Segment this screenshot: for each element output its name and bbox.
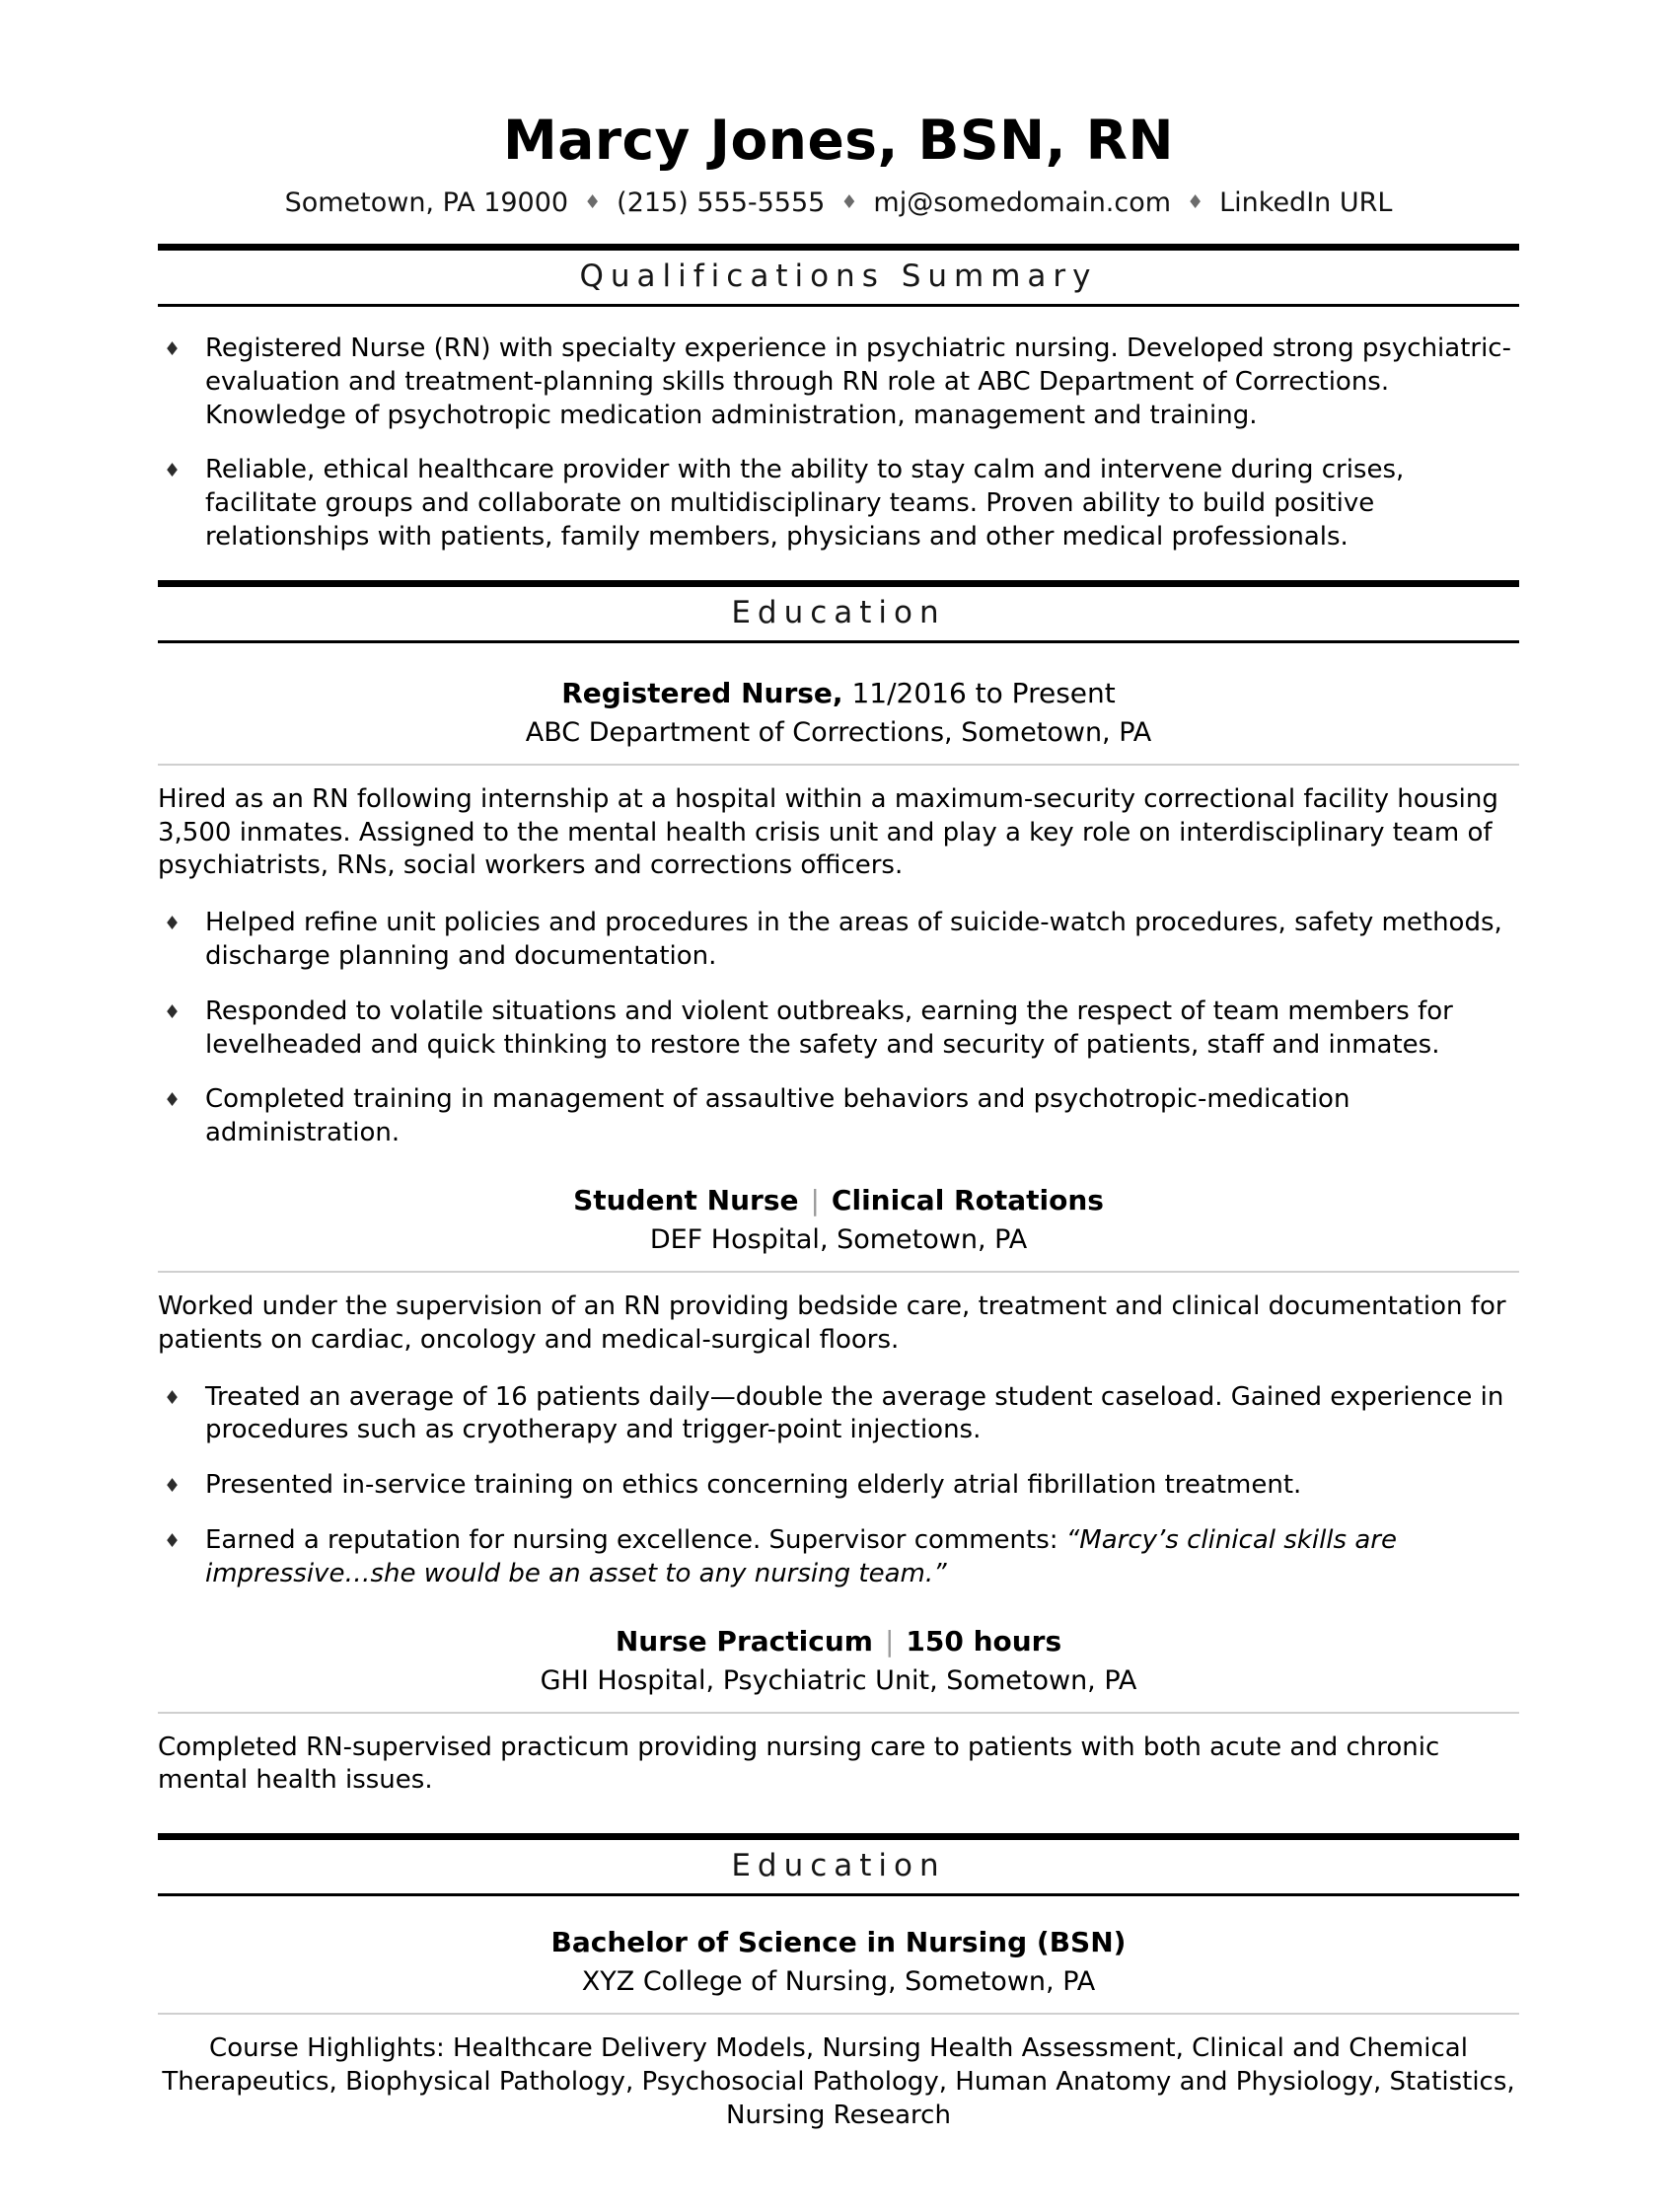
- bullet-text: Treated an average of 16 patients daily—double the average student caseload. Gained experience in procedures such as cryotherapy and trigger-point injections.: [205, 1381, 1504, 1445]
- job-title: [158, 1625, 1519, 1658]
- bullet-text: [205, 1524, 1519, 1591]
- diamond-bullet-icon: ♦: [164, 338, 182, 360]
- contact-linkedin: LinkedIn URL: [1219, 187, 1393, 218]
- degree-entry: [158, 1926, 1519, 2132]
- bullet-text: Helped refine unit policies and procedures in the areas of suicide-watch procedures, safety methods, discharge planning and documentation.: [205, 908, 1502, 971]
- list-item: [158, 454, 1519, 553]
- resume-name: Marcy Jones, BSN, RN: [502, 109, 1175, 172]
- course-highlights: Course Highlights: Healthcare Delivery Models, Nursing Health Assessment, Clinical and Chemical Therapeutics, Biophysical Pathology, Psychosocial Pathology, Human Anatomy and Physiology, Statistics, Nursing Research: [162, 2033, 1515, 2130]
- bullet-text-normal: Earned a reputation for nursing excellence. Supervisor comments:: [205, 1524, 1066, 1555]
- job-title-detail: 150 hours: [906, 1624, 1062, 1658]
- job-entry-student-nurse: [158, 1184, 1519, 1591]
- bullet-text: Reliable, ethical healthcare provider with the ability to stay calm and intervene during crises, facilitate groups and collaborate on multidisciplinary teams. Proven ability to build positive relationships with patients, family members, physicians and other medical professionals.: [205, 455, 1405, 552]
- job-subtitle: ABC Department of Corrections, Sometown, PA: [525, 716, 1152, 748]
- job-title: [158, 1184, 1519, 1217]
- bullet-text: Presented in-service training on ethics concerning elderly atrial fibrillation treatment.: [205, 1470, 1302, 1501]
- job-entry-registered-nurse: [158, 677, 1519, 1150]
- job-title-role: Registered Nurse,: [561, 676, 843, 709]
- section-title-education-experience: Education: [731, 594, 946, 630]
- pipe-separator: |: [810, 1183, 820, 1217]
- pipe-separator: |: [884, 1624, 895, 1658]
- section-title-qualifications: Qualifications Summary: [579, 258, 1098, 294]
- section-rule-thin: [158, 640, 1519, 643]
- diamond-bullet-icon: ♦: [164, 1386, 182, 1409]
- list-item: [158, 995, 1519, 1063]
- section-rule-thin: [158, 1893, 1519, 1896]
- list-item: [158, 1381, 1519, 1448]
- degree-divider: [158, 2013, 1519, 2015]
- section-rule-thick: [158, 244, 1519, 251]
- list-item: [158, 907, 1519, 974]
- diamond-bullet-icon: ♦: [164, 460, 182, 482]
- job-summary: Hired as an RN following internship at a hospital within a maximum-security correctional facility housing 3,500 inmates. Assigned to the mental health crisis unit and play a key role on interdisciplinary team of psychiatrists, RNs, social workers and corrections officers.: [158, 783, 1498, 881]
- degree-title: Bachelor of Science in Nursing (BSN): [550, 1926, 1127, 1959]
- section-rule-thick: [158, 580, 1519, 587]
- diamond-bullet-icon: ♦: [164, 1089, 182, 1112]
- bullet-text: Responded to volatile situations and violent outbreaks, earning the respect of team members for levelheaded and quick thinking to restore the safety and security of patients, staff and inmates.: [205, 995, 1453, 1060]
- section-education-degree-header: [158, 1833, 1519, 1896]
- job-title-detail: Clinical Rotations: [831, 1183, 1104, 1217]
- diamond-separator-icon: ♦: [840, 191, 858, 213]
- job-bullet-list: [158, 1381, 1519, 1591]
- diamond-separator-icon: ♦: [1187, 191, 1204, 213]
- section-qualifications-header: [158, 244, 1519, 307]
- diamond-separator-icon: ♦: [584, 191, 602, 213]
- diamond-bullet-icon: ♦: [164, 1000, 182, 1023]
- list-item: [158, 1083, 1519, 1150]
- list-item: [158, 1524, 1519, 1591]
- supervisor-quote: “Marcy’s clinical skills are impressive…she would be an asset to any nursing team.”: [205, 1524, 1397, 1588]
- job-divider: [158, 1712, 1519, 1714]
- bullet-text: Registered Nurse (RN) with specialty experience in psychiatric nursing. Developed strong psychiatric-evaluation and treatment-planning skills through RN role at ABC Department of Corrections. Knowledge of psychotropic medication administration, management and training.: [205, 333, 1511, 430]
- job-bullet-list: [158, 907, 1519, 1150]
- diamond-bullet-icon: ♦: [164, 1475, 182, 1498]
- section-title-education-degree: Education: [731, 1848, 946, 1884]
- job-title: [158, 677, 1519, 709]
- job-divider: [158, 1271, 1519, 1273]
- section-education-experience-header: [158, 580, 1519, 643]
- section-rule-thick: [158, 1833, 1519, 1840]
- job-subtitle: DEF Hospital, Sometown, PA: [649, 1223, 1028, 1255]
- job-title-role: Student Nurse: [573, 1183, 799, 1217]
- job-summary: Completed RN-supervised practicum providing nursing care to patients with both acute and chronic mental health issues.: [158, 1732, 1440, 1796]
- list-item: [158, 332, 1519, 432]
- job-title-role: Nurse Practicum: [615, 1624, 873, 1658]
- contact-phone: (215) 555-5555: [617, 187, 826, 218]
- job-divider: [158, 764, 1519, 766]
- contact-email: mj@somedomain.com: [873, 187, 1172, 218]
- degree-school: XYZ College of Nursing, Sometown, PA: [581, 1966, 1096, 1998]
- bullet-text: Completed training in management of assaultive behaviors and psychotropic-medication administration.: [205, 1084, 1350, 1148]
- job-subtitle: GHI Hospital, Psychiatric Unit, Sometown, PA: [540, 1664, 1137, 1696]
- qualifications-bullet-list: [158, 332, 1519, 554]
- job-title-dates: 11/2016 to Present: [842, 676, 1116, 709]
- list-item: [158, 1469, 1519, 1503]
- section-rule-thin: [158, 304, 1519, 307]
- diamond-bullet-icon: ♦: [164, 1529, 182, 1552]
- job-entry-nurse-practicum: [158, 1625, 1519, 1799]
- contact-location: Sometown, PA 19000: [284, 187, 569, 218]
- diamond-bullet-icon: ♦: [164, 913, 182, 935]
- job-summary: Worked under the supervision of an RN providing bedside care, treatment and clinical documentation for patients on cardiac, oncology and medical-surgical floors.: [158, 1290, 1506, 1355]
- contact-line: [158, 187, 1519, 218]
